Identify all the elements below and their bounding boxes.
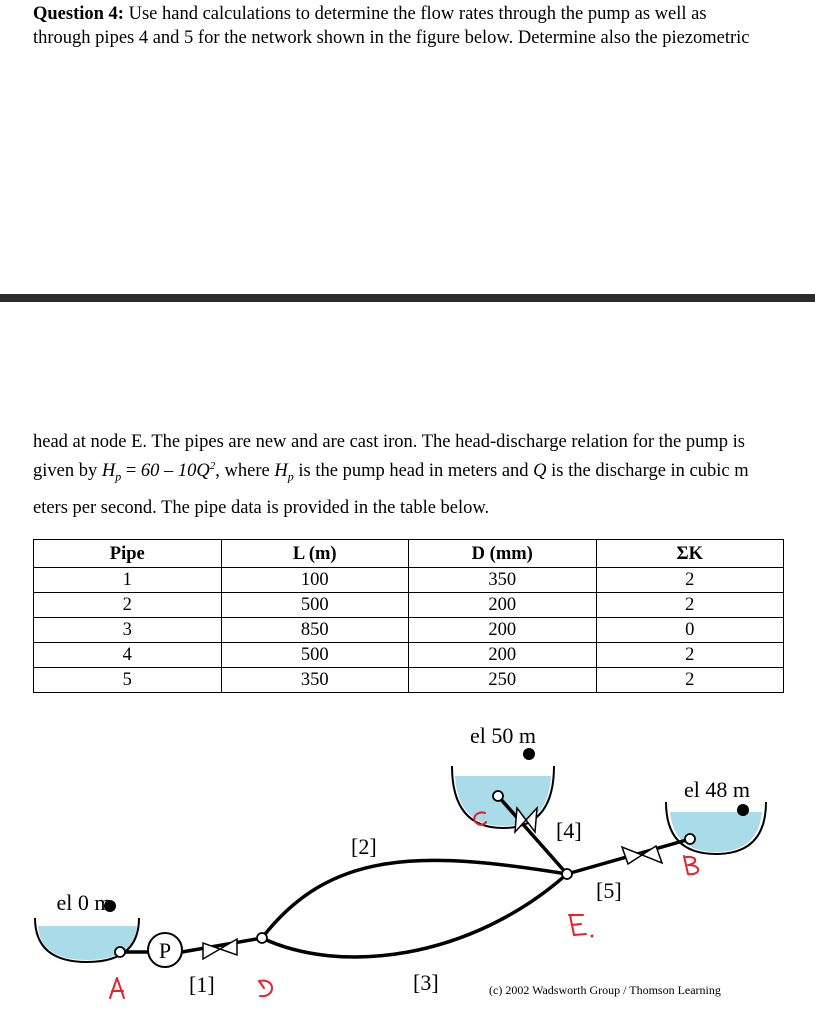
table-cell: 1 (34, 568, 222, 593)
nodes (115, 791, 695, 957)
table-cell: 5 (34, 668, 222, 693)
table-cell: 4 (34, 643, 222, 668)
table-cell: 200 (409, 593, 597, 618)
table-cell: 2 (596, 568, 784, 593)
note-a (110, 978, 124, 998)
header-length: L (m) (221, 540, 409, 568)
continuation-line-2e: is the discharge in cubic m (546, 461, 749, 482)
header-sum-k: ΣK (596, 540, 784, 568)
question-text-1: Use hand calculations to determine the flow rates through the pump as well as (123, 4, 707, 24)
table-cell: 200 (409, 618, 597, 643)
table-row (34, 668, 784, 693)
reservoir-a-elevation: el 0 m (56, 890, 112, 915)
table-cell: 2 (596, 668, 784, 693)
table-cell: 2 (596, 643, 784, 668)
pump (148, 933, 182, 967)
table-cell: 2 (34, 593, 222, 618)
table-cell: 3 (34, 618, 222, 643)
node-b (685, 834, 695, 844)
pipe-labels (189, 818, 622, 997)
table-header-row (34, 540, 784, 568)
pipe-1-label: [1] (189, 972, 215, 997)
pipes (120, 796, 690, 957)
hp-subscript-2: p (287, 469, 294, 484)
pipe-2 (262, 860, 567, 938)
table-cell: 250 (409, 668, 597, 693)
reservoir-c (452, 723, 554, 828)
note-e (569, 915, 586, 935)
q-symbol: Q (533, 461, 547, 482)
table-row (34, 593, 784, 618)
continuation-line-2d: is the pump head in meters and (293, 461, 534, 482)
table-cell: 200 (409, 643, 597, 668)
formula-exponent: 2 (209, 460, 216, 472)
copyright-text: (c) 2002 Wadsworth Group / Thomson Learning (489, 983, 721, 997)
table-cell: 350 (409, 568, 597, 593)
reservoir-b-elevation: el 48 m (684, 777, 750, 802)
pipe-5-label: [5] (596, 878, 622, 903)
table-row (34, 618, 784, 643)
node-d (257, 933, 267, 943)
page-divider (0, 294, 815, 302)
question-text-2: through pipes 4 and 5 for the network shown in the figure below. Determine also the piezometric (33, 28, 750, 48)
pipe-2-label: [2] (351, 834, 377, 859)
node-e (562, 869, 572, 879)
table-cell: 850 (221, 618, 409, 643)
hp-symbol-2: H (274, 461, 288, 482)
pipe-data-table (33, 539, 784, 693)
header-pipe: Pipe (34, 540, 222, 568)
continuation-text (33, 430, 803, 489)
node-a (115, 947, 125, 957)
continuation-text-3: eters per second. The pipe data is provided in the table below. (33, 498, 490, 518)
question-label: Question 4: (33, 4, 124, 24)
table-cell: 100 (221, 568, 409, 593)
equals-sign: = (121, 461, 141, 482)
pump-formula: 60 – 10Q (140, 461, 210, 482)
reservoir-c-elevation: el 50 m (470, 723, 536, 748)
note-d (259, 981, 272, 996)
continuation-line-2a: given by (33, 461, 102, 482)
continuation-line-2c: , where (215, 461, 275, 482)
table-cell: 0 (596, 618, 784, 643)
valve-pipe-5 (622, 846, 662, 864)
table-row (34, 643, 784, 668)
handwritten-notes (110, 812, 698, 998)
pump-label: P (158, 938, 172, 963)
table-cell: 500 (221, 643, 409, 668)
reservoir-b-level-marker (737, 804, 749, 816)
table-cell: 2 (596, 593, 784, 618)
pipe-3-label: [3] (413, 970, 439, 995)
valve-pipe-1 (203, 939, 237, 959)
note-e-period (591, 935, 594, 938)
pipe-3 (262, 874, 567, 957)
table-row (34, 568, 784, 593)
hp-symbol: H (101, 461, 116, 482)
note-b (684, 856, 698, 874)
table-cell: 500 (221, 593, 409, 618)
table-cell: 350 (221, 668, 409, 693)
pipe-network-diagram (0, 710, 815, 1024)
continuation-line-1: head at node E. The pipes are new and are cast iron. The head-discharge relation for the pump is (33, 432, 745, 452)
pipe-4-label: [4] (556, 818, 582, 843)
reservoir-c-level-marker (523, 748, 535, 760)
question-heading (33, 2, 803, 50)
hp-subscript: p (115, 469, 122, 484)
node-c (493, 791, 503, 801)
header-diameter: D (mm) (409, 540, 597, 568)
